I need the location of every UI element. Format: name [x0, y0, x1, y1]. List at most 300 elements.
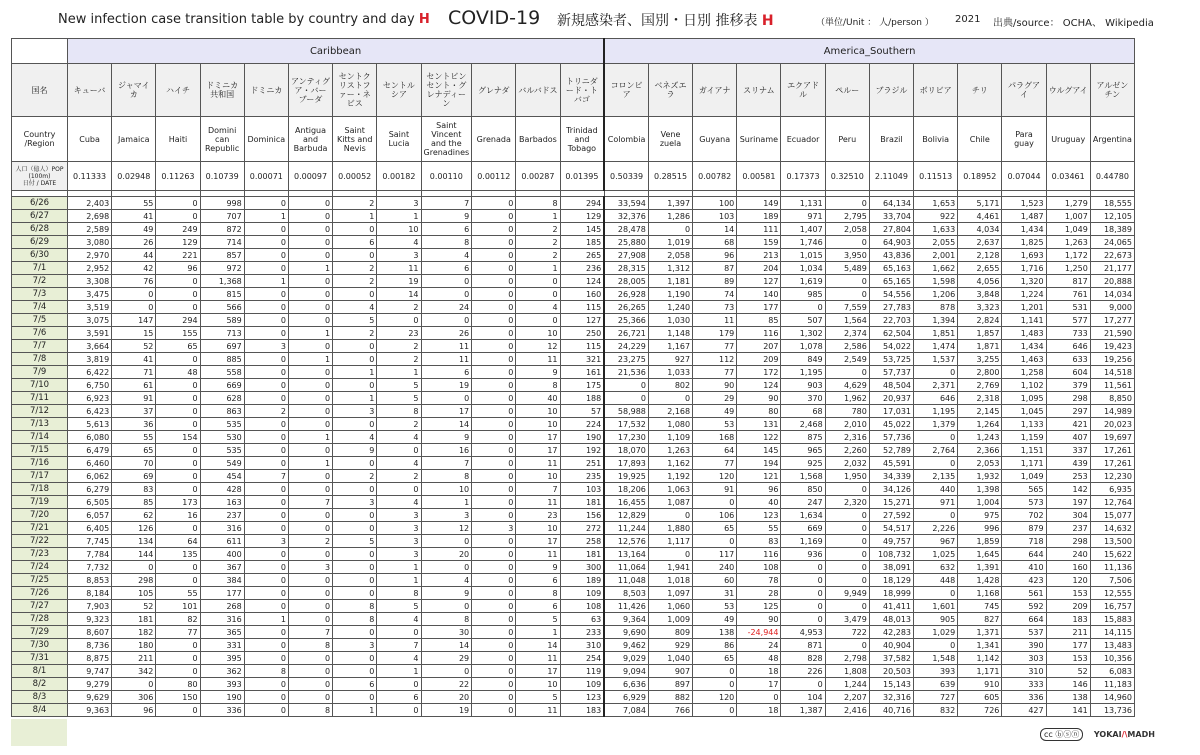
case-count-cell: 0	[421, 288, 472, 301]
case-count-cell: 1,159	[1002, 431, 1046, 444]
country-name-jp: ドミニカ共和国	[200, 64, 244, 117]
case-count-cell: 0	[156, 665, 200, 678]
case-count-cell: 0	[244, 691, 288, 704]
case-count-cell: 849	[781, 353, 825, 366]
country-name-jp: ボリビア	[914, 64, 958, 117]
case-count-cell: 4	[377, 236, 421, 249]
case-count-cell: 0	[333, 548, 377, 561]
case-count-cell: 121	[737, 470, 781, 483]
case-count-cell: 26	[112, 236, 156, 249]
case-count-cell: 9,323	[68, 613, 112, 626]
case-count-cell: 48	[156, 366, 200, 379]
country-name-en: Bolivia	[914, 117, 958, 162]
population-cell: 0.11513	[914, 162, 958, 191]
case-count-cell: 1,746	[781, 236, 825, 249]
date-cell: 7/14	[12, 431, 68, 444]
country-name-jp: バルバドス	[516, 64, 560, 117]
table-row	[12, 457, 1135, 470]
label-population: 人口（億人）POP (100m)	[15, 165, 64, 180]
case-count-cell: 4,629	[825, 379, 869, 392]
case-count-cell: 1,859	[958, 535, 1002, 548]
case-count-cell: 0	[693, 496, 737, 509]
date-cell: 7/13	[12, 418, 68, 431]
case-count-cell: 20,937	[869, 392, 913, 405]
case-count-cell: 2	[333, 197, 377, 210]
case-count-cell: 20	[421, 691, 472, 704]
case-count-cell: 2	[333, 275, 377, 288]
case-count-cell: 2,058	[648, 249, 692, 262]
country-name-jp: ブラジル	[869, 64, 913, 117]
case-count-cell: 1,019	[648, 236, 692, 249]
case-count-cell: 7,732	[68, 561, 112, 574]
case-count-cell: 8,607	[68, 626, 112, 639]
case-count-cell: 160	[1046, 561, 1090, 574]
table-row	[12, 691, 1135, 704]
case-count-cell: 531	[1046, 301, 1090, 314]
case-count-cell: 2,260	[825, 444, 869, 457]
case-count-cell: 5	[516, 691, 560, 704]
case-count-cell: 65	[693, 522, 737, 535]
case-count-cell: 60	[693, 574, 737, 587]
case-count-cell: 2	[516, 223, 560, 236]
case-count-cell: 65,165	[869, 275, 913, 288]
case-count-cell: 8,184	[68, 587, 112, 600]
case-count-cell: 1,368	[200, 275, 244, 288]
case-count-cell: 8	[377, 405, 421, 418]
case-count-cell: 0	[472, 665, 516, 678]
case-count-cell: 297	[1046, 405, 1090, 418]
case-count-cell: 3,080	[68, 236, 112, 249]
case-count-cell: 0	[781, 587, 825, 600]
case-count-cell: 77	[693, 457, 737, 470]
case-count-cell: 108	[560, 600, 604, 613]
case-count-cell: 558	[200, 366, 244, 379]
case-count-cell: 0	[244, 314, 288, 327]
case-count-cell: 0	[693, 704, 737, 717]
case-count-cell: 0	[472, 535, 516, 548]
case-count-cell: 11	[516, 548, 560, 561]
case-count-cell: 0	[156, 470, 200, 483]
case-count-cell: 115	[560, 301, 604, 314]
case-count-cell: 0	[825, 561, 869, 574]
case-count-cell: 54,022	[869, 340, 913, 353]
country-name-jp: ハイチ	[156, 64, 200, 117]
case-count-cell: 0	[472, 353, 516, 366]
case-count-cell: 1,007	[1046, 210, 1090, 223]
case-count-cell: 903	[781, 379, 825, 392]
case-count-cell: 183	[560, 704, 604, 717]
case-count-cell: 592	[1002, 600, 1046, 613]
case-count-cell: 177	[200, 587, 244, 600]
case-count-cell: 6	[516, 600, 560, 613]
case-count-cell: 11	[516, 652, 560, 665]
case-count-cell: 14,632	[1090, 522, 1134, 535]
case-count-cell: 0	[472, 652, 516, 665]
case-count-cell: 120	[693, 470, 737, 483]
case-count-cell: 13,736	[1090, 704, 1134, 717]
title-source: 出典/source： OCHA、 Wikipedia	[993, 18, 1154, 29]
case-count-cell: 1,474	[914, 340, 958, 353]
title-japanese: 新規感染者、国別・日別 推移表 H	[557, 13, 774, 29]
case-count-cell: 8,875	[68, 652, 112, 665]
case-count-cell: 0	[472, 418, 516, 431]
population-cell: 0.00581	[737, 162, 781, 191]
case-count-cell: 628	[200, 392, 244, 405]
case-count-cell: 3	[333, 639, 377, 652]
case-count-cell: 4,034	[958, 223, 1002, 236]
case-count-cell: 0	[288, 236, 332, 249]
case-count-cell: 885	[200, 353, 244, 366]
case-count-cell: 427	[1002, 704, 1046, 717]
case-count-cell: 1	[244, 210, 288, 223]
label-population-date	[12, 162, 68, 191]
case-count-cell: 4	[377, 652, 421, 665]
case-count-cell: 1,243	[958, 431, 1002, 444]
country-name-en: Grenada	[472, 117, 516, 162]
case-count-cell: 0	[825, 366, 869, 379]
case-count-cell: 337	[1046, 444, 1090, 457]
case-count-cell: 0	[333, 509, 377, 522]
case-count-cell: 181	[560, 548, 604, 561]
case-count-cell: 221	[156, 249, 200, 262]
case-count-cell: 0	[472, 288, 516, 301]
case-count-cell: 123	[560, 691, 604, 704]
case-count-cell: 23,275	[604, 353, 648, 366]
case-count-cell: 9	[516, 366, 560, 379]
case-count-cell: 1,950	[825, 470, 869, 483]
case-count-cell: 10	[377, 223, 421, 236]
case-count-cell: 1,029	[914, 626, 958, 639]
case-count-cell: 0	[288, 314, 332, 327]
country-name-jp: ペルー	[825, 64, 869, 117]
case-count-cell: 10	[516, 522, 560, 535]
case-count-cell: 31	[693, 587, 737, 600]
case-count-cell: 8	[421, 613, 472, 626]
case-count-cell: 298	[112, 574, 156, 587]
case-count-cell: 1,025	[914, 548, 958, 561]
case-count-cell: 131	[737, 418, 781, 431]
case-count-cell: 126	[112, 522, 156, 535]
table-row	[12, 535, 1135, 548]
case-count-cell: 0	[244, 288, 288, 301]
case-count-cell: 7	[377, 639, 421, 652]
population-cell: 0.00097	[288, 162, 332, 191]
case-count-cell: 21,536	[604, 366, 648, 379]
case-count-cell: 0	[333, 691, 377, 704]
case-count-cell: 2,769	[958, 379, 1002, 392]
case-count-cell: 1,523	[1002, 197, 1046, 210]
case-count-cell: 0	[825, 600, 869, 613]
table-row	[12, 392, 1135, 405]
case-count-cell: 90	[737, 613, 781, 626]
case-count-cell: 3,591	[68, 327, 112, 340]
case-count-cell: 0	[288, 379, 332, 392]
case-count-cell: 1,063	[648, 483, 692, 496]
case-count-cell: 440	[914, 483, 958, 496]
case-count-cell: 316	[200, 613, 244, 626]
case-count-cell: 727	[914, 691, 958, 704]
case-count-cell: 6,062	[68, 470, 112, 483]
case-count-cell: 300	[560, 561, 604, 574]
case-count-cell: 24,229	[604, 340, 648, 353]
case-count-cell: 4	[377, 496, 421, 509]
case-count-cell: 971	[781, 210, 825, 223]
case-count-cell: 28,478	[604, 223, 648, 236]
case-count-cell: 55	[156, 587, 200, 600]
case-count-cell: 146	[1046, 678, 1090, 691]
case-count-cell: 2,800	[958, 366, 1002, 379]
case-count-cell: 52	[112, 600, 156, 613]
case-count-cell: 16,455	[604, 496, 648, 509]
case-count-cell: 141	[1046, 704, 1090, 717]
case-count-cell: 965	[781, 444, 825, 457]
case-count-cell: 1,109	[648, 431, 692, 444]
case-count-cell: 77	[693, 366, 737, 379]
case-count-cell: 65	[112, 444, 156, 457]
case-count-cell: 535	[200, 418, 244, 431]
case-count-cell: 22	[421, 678, 472, 691]
case-count-cell: 10	[516, 470, 560, 483]
case-count-cell: 54,556	[869, 288, 913, 301]
case-count-cell: 0	[244, 223, 288, 236]
case-count-cell: 4,953	[781, 626, 825, 639]
table-row	[12, 587, 1135, 600]
case-count-cell: 68	[781, 405, 825, 418]
case-count-cell: 713	[200, 327, 244, 340]
case-count-cell: 9,029	[604, 652, 648, 665]
population-cell: 0.17373	[781, 162, 825, 191]
case-count-cell: 0	[333, 223, 377, 236]
case-count-cell: 5,489	[825, 262, 869, 275]
infection-table	[11, 38, 1135, 717]
case-count-cell: 26,721	[604, 327, 648, 340]
case-count-cell: 149	[737, 197, 781, 210]
case-count-cell: 0	[781, 574, 825, 587]
case-count-cell: 0	[377, 678, 421, 691]
case-count-cell: 19,697	[1090, 431, 1134, 444]
case-count-cell: 0	[288, 483, 332, 496]
case-count-cell: 5	[377, 392, 421, 405]
case-count-cell: 6,083	[1090, 665, 1134, 678]
case-count-cell: 0	[333, 340, 377, 353]
case-count-cell: 0	[377, 626, 421, 639]
case-count-cell: 135	[156, 548, 200, 561]
case-count-cell: 145	[737, 444, 781, 457]
case-count-cell: 3,479	[825, 613, 869, 626]
case-count-cell: 57,737	[869, 366, 913, 379]
case-count-cell: 9,690	[604, 626, 648, 639]
date-cell: 6/27	[12, 210, 68, 223]
country-name-en: Dominica	[244, 117, 288, 162]
case-count-cell: 18,206	[604, 483, 648, 496]
case-count-cell: 0	[421, 392, 472, 405]
case-count-cell: 850	[781, 483, 825, 496]
case-count-cell: 3	[377, 509, 421, 522]
case-count-cell: 64,903	[869, 236, 913, 249]
case-count-cell: 996	[958, 522, 1002, 535]
case-count-cell: 0	[472, 483, 516, 496]
country-name-en: Cuba	[68, 117, 112, 162]
case-count-cell: 1,394	[914, 314, 958, 327]
case-count-cell: 1,131	[781, 197, 825, 210]
case-count-cell: 96	[737, 483, 781, 496]
case-count-cell: 26,265	[604, 301, 648, 314]
case-count-cell: 18	[737, 665, 781, 678]
case-count-cell: 0	[244, 418, 288, 431]
case-count-cell: 57,736	[869, 431, 913, 444]
case-count-cell: 0	[472, 561, 516, 574]
case-count-cell: 925	[781, 457, 825, 470]
case-count-cell: 1,004	[958, 496, 1002, 509]
country-name-en: Para guay	[1002, 117, 1046, 162]
country-name-jp: ガイアナ	[693, 64, 737, 117]
case-count-cell: 7	[516, 483, 560, 496]
population-cell: 0.44780	[1090, 162, 1134, 191]
case-count-cell: 3,308	[68, 275, 112, 288]
case-count-cell: 1,871	[958, 340, 1002, 353]
case-count-cell: 6,279	[68, 483, 112, 496]
case-count-cell: 109	[560, 587, 604, 600]
case-count-cell: 65,163	[869, 262, 913, 275]
case-count-cell: 1,201	[1002, 301, 1046, 314]
case-count-cell: 4	[516, 301, 560, 314]
case-count-cell: 0	[244, 548, 288, 561]
case-count-cell: 6	[421, 366, 472, 379]
case-count-cell: 1,341	[958, 639, 1002, 652]
case-count-cell: 83	[112, 483, 156, 496]
case-count-cell: 237	[1046, 522, 1090, 535]
case-count-cell: 303	[1002, 652, 1046, 665]
case-count-cell: 3	[377, 197, 421, 210]
population-cell: 0.00071	[244, 162, 288, 191]
case-count-cell: 2,952	[68, 262, 112, 275]
case-count-cell: 207	[737, 340, 781, 353]
date-cell: 7/10	[12, 379, 68, 392]
case-count-cell: 2,824	[958, 314, 1002, 327]
case-count-cell: 2,055	[914, 236, 958, 249]
case-count-cell: 0	[693, 678, 737, 691]
case-count-cell: 7,506	[1090, 574, 1134, 587]
case-count-cell: 190	[560, 431, 604, 444]
case-count-cell: 1,240	[648, 301, 692, 314]
case-count-cell: 63	[560, 613, 604, 626]
case-count-cell: 664	[1002, 613, 1046, 626]
case-count-cell: 2	[333, 470, 377, 483]
case-count-cell: 1	[516, 210, 560, 223]
case-count-cell: 8	[421, 470, 472, 483]
case-count-cell: 127	[737, 275, 781, 288]
case-count-cell: 3,848	[958, 288, 1002, 301]
case-count-cell: 100	[693, 197, 737, 210]
case-count-cell: 370	[781, 392, 825, 405]
case-count-cell: 53	[693, 418, 737, 431]
case-count-cell: 2,320	[825, 496, 869, 509]
case-count-cell: 7,084	[604, 704, 648, 717]
case-count-cell: 0	[288, 665, 332, 678]
case-count-cell: 3	[377, 522, 421, 535]
case-count-cell: 407	[1046, 431, 1090, 444]
case-count-cell: 8	[516, 379, 560, 392]
case-count-cell: 639	[914, 678, 958, 691]
case-count-cell: 96	[156, 262, 200, 275]
cc-license-badge: cc ⓑⓢⓝ	[1040, 728, 1083, 741]
case-count-cell: 2,468	[781, 418, 825, 431]
case-count-cell: 985	[781, 288, 825, 301]
country-name-en: Suriname	[737, 117, 781, 162]
case-count-cell: 0	[825, 574, 869, 587]
case-count-cell: 7	[244, 470, 288, 483]
case-count-cell: 1,015	[781, 249, 825, 262]
case-count-cell: 192	[560, 444, 604, 457]
case-count-cell: 0	[377, 314, 421, 327]
case-count-cell: 8	[421, 236, 472, 249]
date-cell: 6/26	[12, 197, 68, 210]
case-count-cell: 0	[472, 496, 516, 509]
case-count-cell: 722	[825, 626, 869, 639]
case-count-cell: 0	[377, 704, 421, 717]
case-count-cell: 367	[200, 561, 244, 574]
case-count-cell: 18,389	[1090, 223, 1134, 236]
case-count-cell: 1,851	[914, 327, 958, 340]
case-count-cell: 0	[825, 639, 869, 652]
case-count-cell: 0	[244, 574, 288, 587]
case-count-cell: 0	[421, 535, 472, 548]
case-count-cell: 0	[244, 509, 288, 522]
case-count-cell: 11,426	[604, 600, 648, 613]
case-count-cell: 0	[693, 535, 737, 548]
case-count-cell: 38,091	[869, 561, 913, 574]
case-count-cell: 0	[288, 522, 332, 535]
case-count-cell: 1,434	[1002, 340, 1046, 353]
case-count-cell: 1	[516, 262, 560, 275]
case-count-cell: 393	[914, 665, 958, 678]
title-mark: H	[418, 12, 430, 27]
case-count-cell: 10	[516, 418, 560, 431]
case-count-cell: 2,374	[825, 327, 869, 340]
case-count-cell: 240	[693, 561, 737, 574]
case-count-cell: 29	[693, 392, 737, 405]
case-count-cell: 4	[333, 431, 377, 444]
date-cell: 7/17	[12, 470, 68, 483]
case-count-cell: 0	[648, 392, 692, 405]
date-cell: 7/16	[12, 457, 68, 470]
case-count-cell: 0	[472, 223, 516, 236]
country-name-jp: アルゼンチン	[1090, 64, 1134, 117]
case-count-cell: 0	[472, 366, 516, 379]
case-count-cell: 0	[472, 314, 516, 327]
case-count-cell: 0	[472, 327, 516, 340]
case-count-cell: 3	[244, 340, 288, 353]
case-count-cell: 1,171	[958, 665, 1002, 678]
case-count-cell: 5	[377, 600, 421, 613]
case-count-cell: 3	[244, 535, 288, 548]
case-count-cell: 0	[781, 678, 825, 691]
case-count-cell: 0	[472, 405, 516, 418]
case-count-cell: 0	[825, 483, 869, 496]
case-count-cell: 0	[604, 392, 648, 405]
case-count-cell: 0	[244, 457, 288, 470]
case-count-cell: 646	[914, 392, 958, 405]
case-count-cell: 53,725	[869, 353, 913, 366]
table-row	[12, 522, 1135, 535]
case-count-cell: 147	[112, 314, 156, 327]
case-count-cell: 0	[288, 418, 332, 431]
case-count-cell: 0	[472, 600, 516, 613]
case-count-cell: 96	[693, 249, 737, 262]
label-date: 日付 / DATE	[22, 179, 57, 187]
case-count-cell: 1,018	[648, 574, 692, 587]
case-count-cell: 108,732	[869, 548, 913, 561]
